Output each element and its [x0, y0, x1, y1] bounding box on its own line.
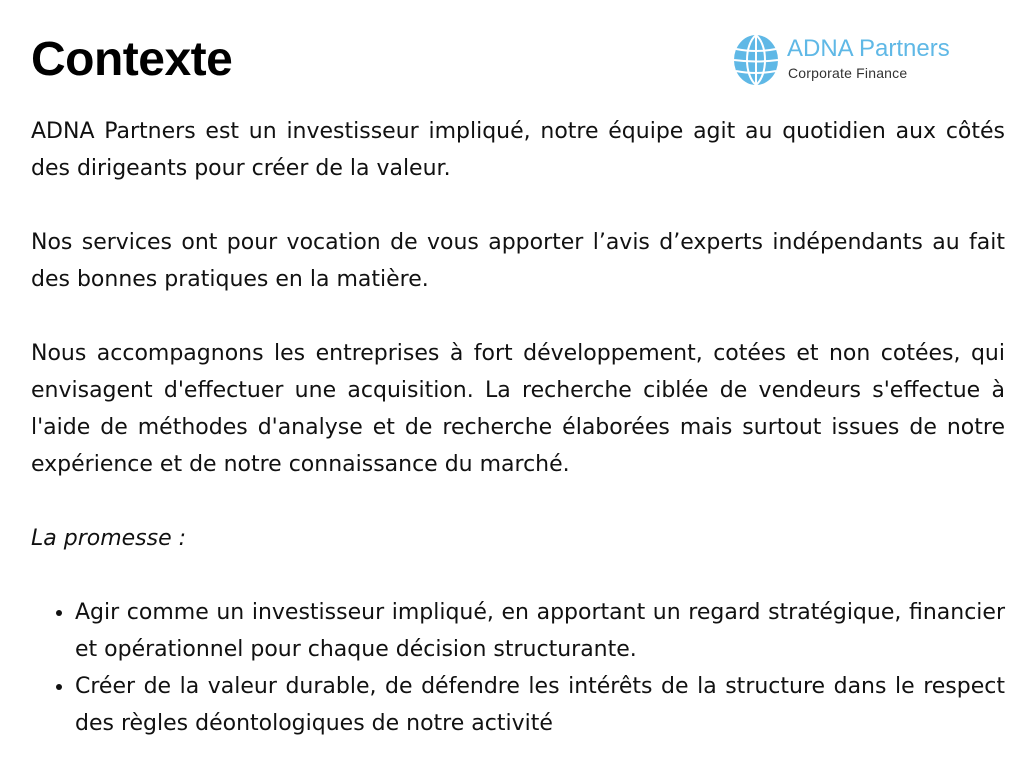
promise-list	[31, 594, 1005, 742]
promise-item: • Créer de la valeur durable, de défendre les intérêts de la structure dans le respect des règles déontologiques de notre activité	[75, 668, 1005, 742]
support-paragraph: Nous accompagnons les entreprises à fort développement, cotées et non cotées, qui envisagent d'effectuer une acquisition. La recherche ciblée de vendeurs s'effectue à l'aide de méthodes d'analyse et de recherche élaborées mais surtout issues de notre expérience et de notre connaissance du marché.	[31, 341, 1005, 477]
globe-icon	[732, 33, 780, 87]
company-logo	[732, 33, 992, 89]
promise-heading: La promesse :	[31, 526, 187, 551]
services-paragraph: Nos services ont pour vocation de vous apporter l’avis d’experts indépendants au fait des bonnes pratiques en la matière.	[31, 230, 1005, 292]
content-body	[31, 113, 1005, 742]
logo-tagline: Corporate Finance	[788, 65, 908, 81]
promise-item: • Agir comme un investisseur impliqué, en apportant un regard stratégique, financier et opérationnel pour chaque décision structurante.	[75, 594, 1005, 668]
intro-paragraph: ADNA Partners est un investisseur impliqué, notre équipe agit au quotidien aux côtés des dirigeants pour créer de la valeur.	[31, 119, 1005, 181]
page-title: Contexte	[31, 33, 233, 86]
logo-name: ADNA Partners	[787, 35, 950, 62]
